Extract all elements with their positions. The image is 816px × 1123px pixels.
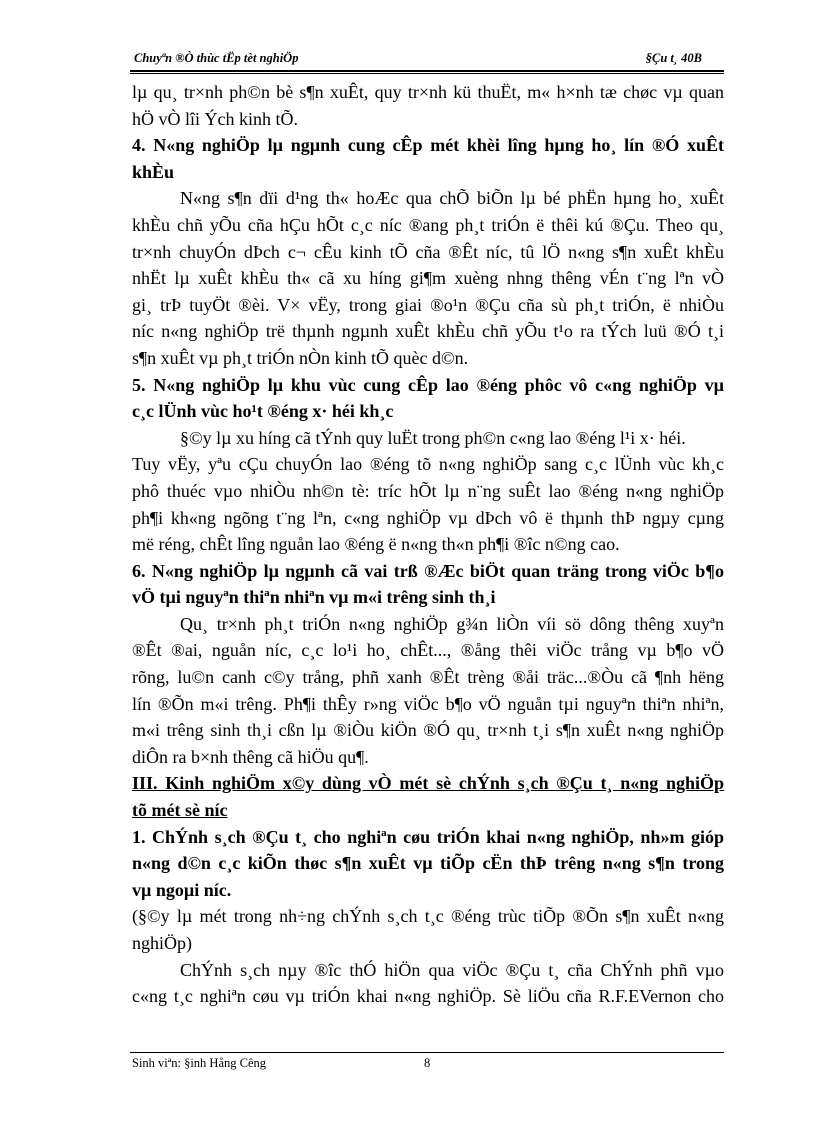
- text-line: ®Êt ®ai, nguån níc, c¸c lo¹i ho¸ chÊt..., ®ång thêi viÖc trång vµ b¶o vÖ: [132, 640, 724, 661]
- text-line: diÔn ra b×nh thêng cã hiÖu qu¶.: [132, 746, 369, 767]
- text-line: më réng, chÊt lîng nguån lao ®éng ë n«ng th«n ph¶i ®îc n©ng cao.: [132, 534, 620, 555]
- page-footer: [132, 1056, 724, 1074]
- text-line: Qu¸ tr×nh ph¸t triÓn n«ng nghiÖp g¾n liÒn víi sö dông thêng xuyªn: [180, 613, 724, 634]
- text-line: khÈu chñ yÕu cña hÇu hÕt c¸c níc ®ang ph¸t triÓn ë thêi kú ®Çu. Theo qu¸: [132, 214, 724, 235]
- page-header: [130, 48, 720, 70]
- section-heading: n«ng d©n c¸c kiÕn thøc s¶n xuÊt vµ tiÕp cËn thÞ trêng n«ng s¶n trong: [132, 853, 724, 874]
- text-line: lµ qu¸ tr×nh ph©n bè s¶n xuÊt, quy tr×nh kü thuËt, m« h×nh tæ chøc vµ quan: [132, 82, 724, 102]
- text-line: nhËt lµ xuÊt khÈu th« cã xu híng gi¶m xuèng nhng thêng vÉn t¨ng lªn vÒ: [132, 268, 724, 289]
- text-line: ph¶i kh«ng ngõng t¨ng lªn, c«ng nghiÖp vµ dÞch vô ë thµnh thÞ ngµy cµng: [132, 507, 724, 528]
- text-line: phô thuéc vµo nhiÒu nh©n tè: tríc hÕt lµ n¨ng suÊt lao ®éng n«ng nghiÖp: [132, 480, 724, 501]
- text-line: ChÝnh s¸ch nµy ®îc thÓ hiÖn qua viÖc ®Çu t¸ cña ChÝnh phñ vµo: [180, 959, 724, 980]
- document-body: [132, 79, 724, 1010]
- text-line: tr×nh chuyÓn dÞch c¬ cÊu kinh tÕ cña ®Êt níc, tû lÖ n«ng s¶n xuÊt khÈu: [132, 241, 724, 262]
- text-line: Tuy vËy, yªu cÇu chuyÓn lao ®éng tõ n«ng nghiÖp sang c¸c lÜnh vùc kh¸c: [132, 454, 724, 475]
- section-heading: c¸c lÜnh vùc ho¹t ®éng x· héi kh¸c: [132, 401, 394, 422]
- section-heading: 6. N«ng nghiÖp lµ ngµnh cã vai trß ®Æc biÖt quan träng trong viÖc b¶o: [132, 560, 724, 581]
- section-heading: 4. N«ng nghiÖp lµ ngµnh cung cÊp mét khèi lîng hµng ho¸ lín ®Ó xuÊt: [132, 135, 724, 156]
- text-line: c«ng t¸c nghiªn cøu vµ triÓn khai n«ng nghiÖp. Sè liÖu cña R.F.EVernon cho: [132, 986, 724, 1007]
- text-line: m«i trêng sinh th¸i cßn lµ ®iÒu kiÖn ®Ó qu¸ tr×nh t¸i s¶n xuÊt n«ng nghiÖp: [132, 720, 724, 741]
- text-line: s¶n xuÊt vµ ph¸t triÓn nÒn kinh tÕ quèc d©n.: [132, 347, 469, 368]
- text-line: N«ng s¶n dïi d¹ng th« hoÆc qua chÕ biÕn lµ bé phËn hµng ho¸ xuÊt: [180, 188, 724, 209]
- text-line: gi¸ trÞ tuyÖt ®èi. V× vËy, trong giai ®o¹n ®Çu cña sù ph¸t triÓn, ë nhiÒu: [132, 294, 724, 315]
- header-class: §Çu t¸ 40B: [645, 51, 702, 65]
- text-line: nghiÖp): [132, 933, 192, 953]
- chapter-heading: tõ mét sè níc: [132, 800, 228, 821]
- text-line: (§©y lµ mét trong nh÷ng chÝnh s¸ch t¸c ®éng trùc tiÕp ®Õn s¶n xuÊt n«ng: [132, 906, 724, 927]
- page-number: 8: [424, 1056, 431, 1070]
- section-heading: 5. N«ng nghiÖp lµ khu vùc cung cÊp lao ®éng phôc vô c«ng nghiÖp vµ: [132, 374, 724, 395]
- text-line: hÖ vÒ lîi Ých kinh tÕ.: [132, 108, 298, 129]
- section-heading: vµ ngoµi níc.: [132, 879, 232, 900]
- header-title: Chuyªn ®Ò thùc tËp tèt nghiÖp: [134, 51, 299, 65]
- text-line: rõng, lu©n canh c©y trång, phñ xanh ®Êt trèng ®åi träc...®Òu cã ¶nh hëng: [132, 667, 724, 688]
- header-rule: [130, 70, 724, 72]
- text-line: §©y lµ xu híng cã tÝnh quy luËt trong ph©n c«ng lao ®éng l¹i x· héi.: [180, 427, 686, 448]
- section-heading: khÈu: [132, 161, 175, 182]
- header-rule-thin: [130, 73, 724, 74]
- chapter-heading: III. Kinh nghiÖm x©y dùng vÒ mét sè chÝnh s¸ch ®Çu t¸ n«ng nghiÖp: [132, 773, 724, 794]
- section-heading: vÖ tµi nguyªn thiªn nhiªn vµ m«i trêng sinh th¸i: [132, 587, 496, 608]
- text-line: lín ®Õn m«i trêng. Ph¶i thÊy r»ng viÖc b¶o vÖ nguån tµi nguyªn thiªn nhiªn,: [132, 693, 724, 714]
- footer-rule: [130, 1052, 724, 1053]
- text-line: níc n«ng nghiÖp trë thµnh ngµnh xuÊt khÈu chñ yÕu t¹o ra tÝch luü ®Ó t¸i: [132, 321, 724, 342]
- section-heading: 1. ChÝnh s¸ch ®Çu t¸ cho nghiªn cøu triÓn khai n«ng nghiÖp, nh»m gióp: [132, 826, 724, 847]
- footer-author: Sinh viªn: §inh Hång Cêng: [132, 1056, 267, 1070]
